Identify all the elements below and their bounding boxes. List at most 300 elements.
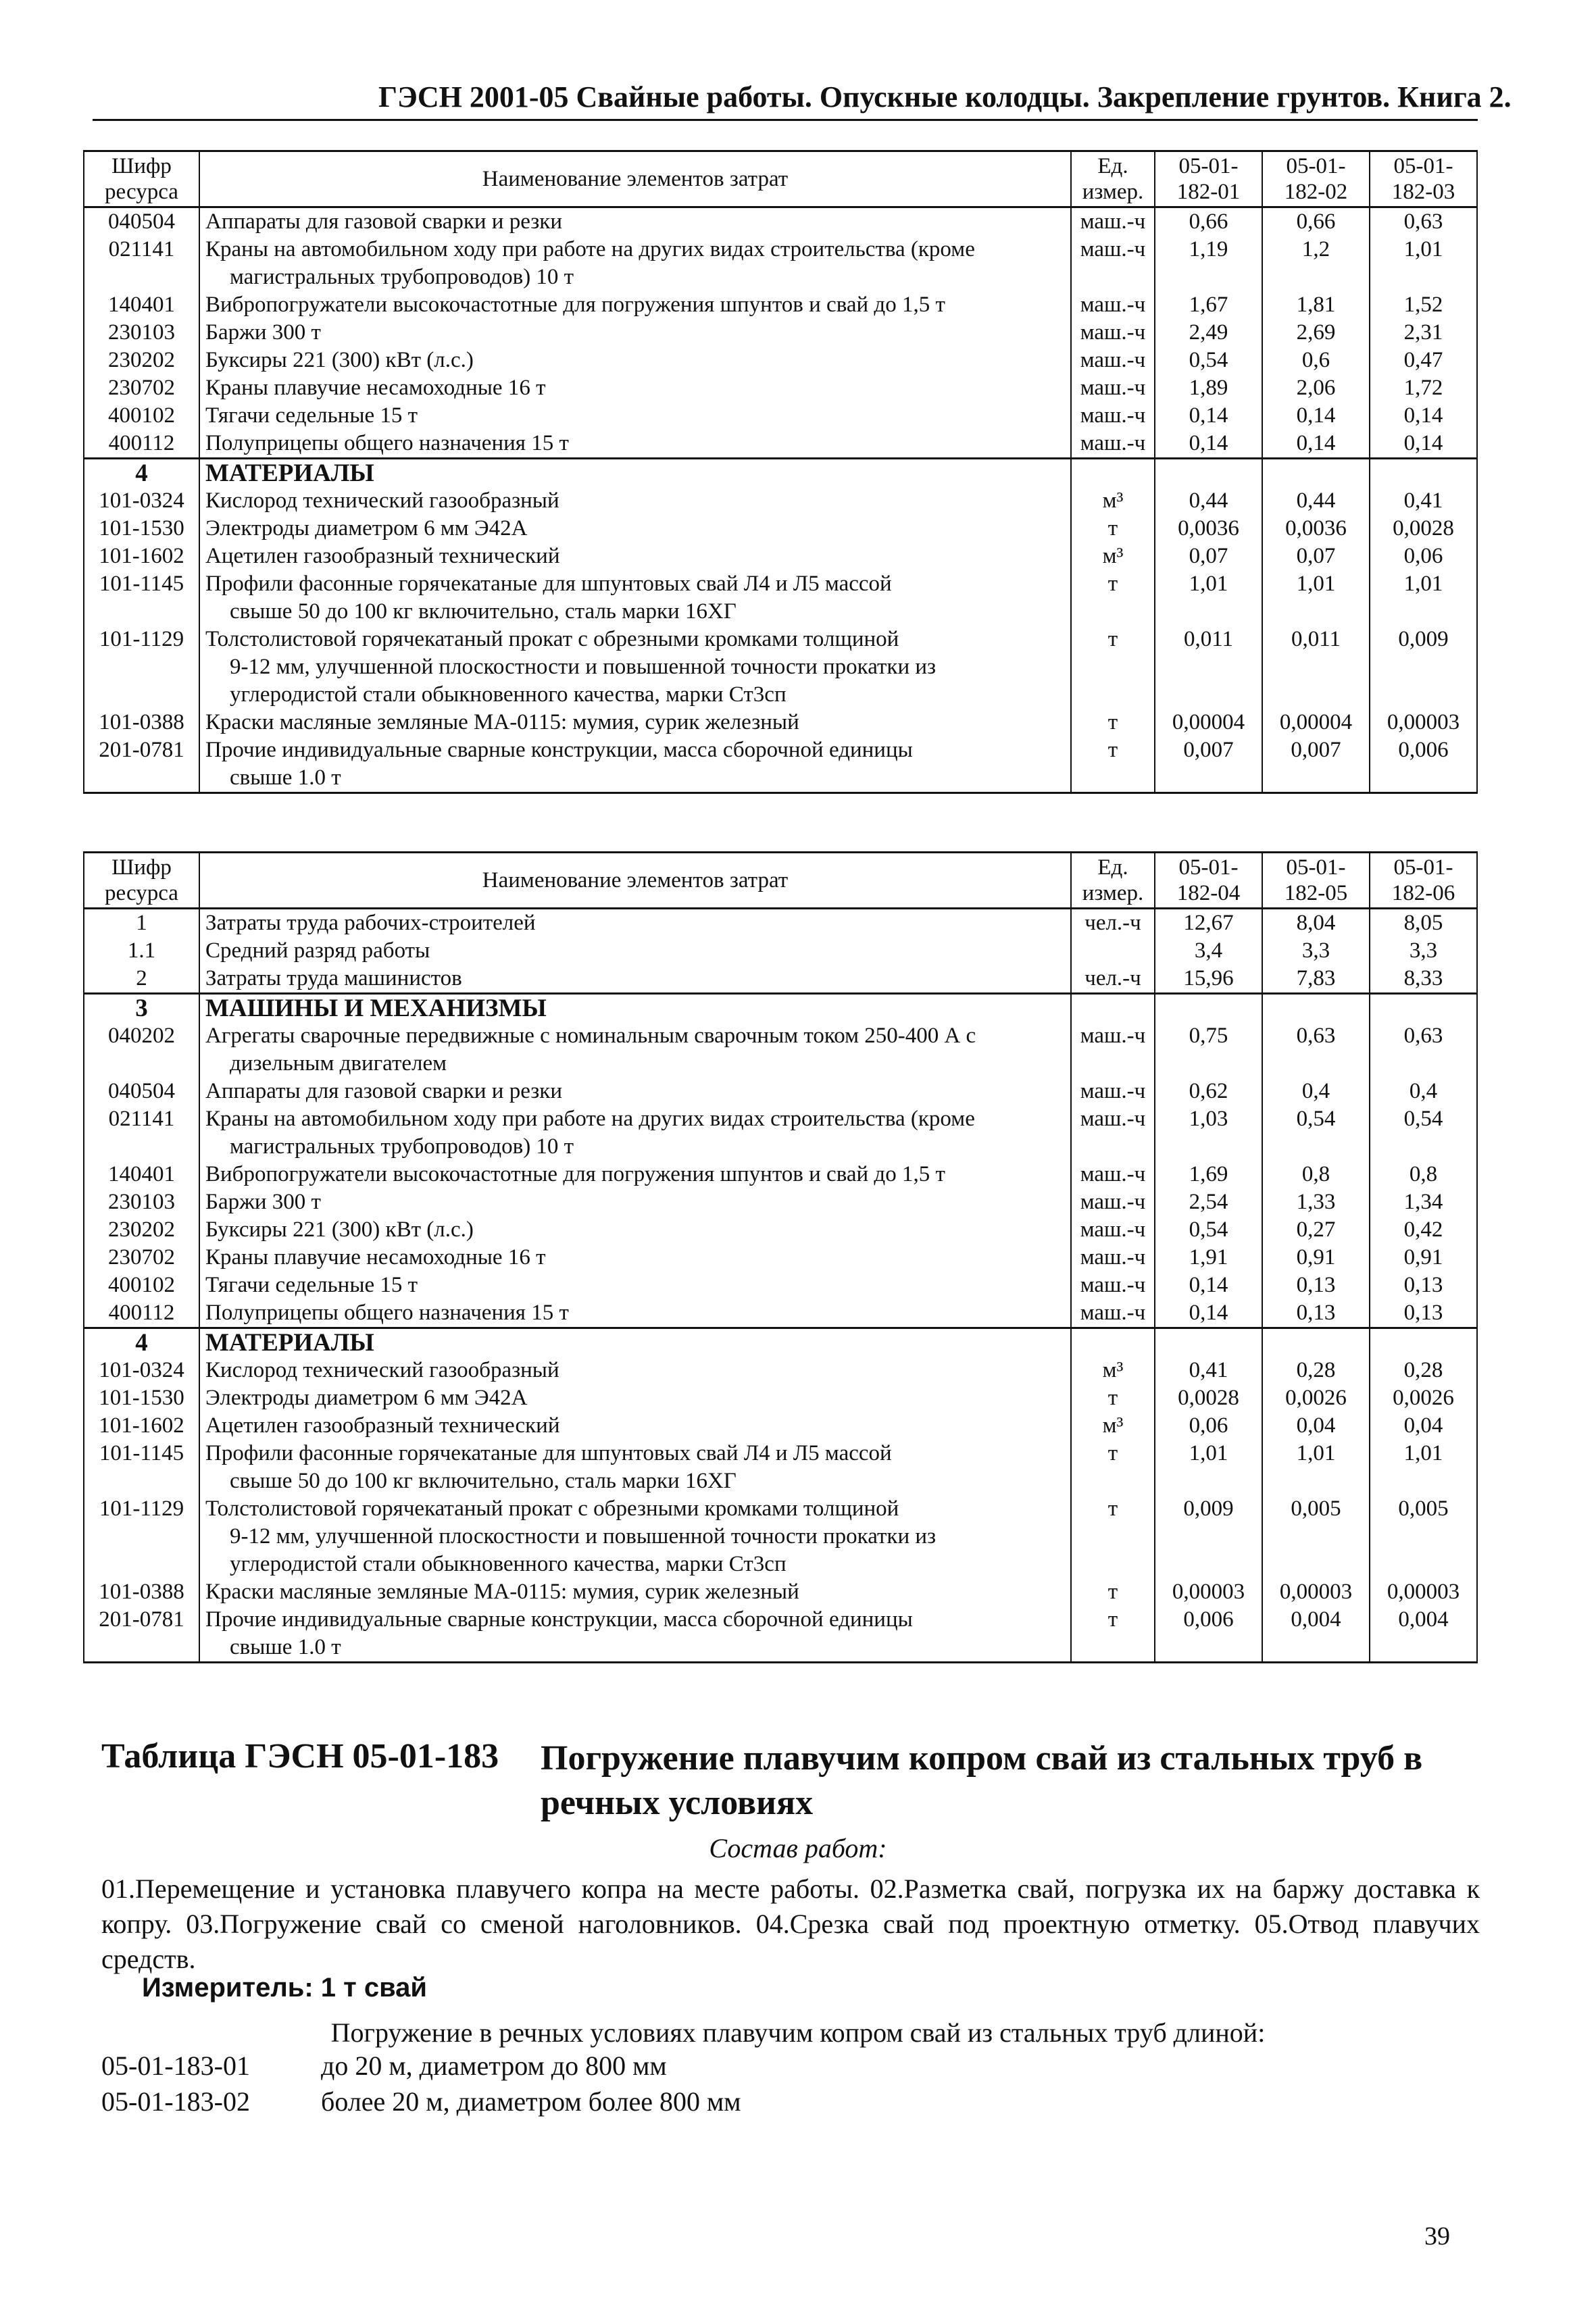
header-rule: [93, 119, 1478, 121]
value-cell-1: 0,0036: [1155, 515, 1262, 543]
value-cell-3: 0,004: [1370, 1606, 1477, 1663]
unit-cell: т: [1071, 736, 1155, 793]
resource-name: [199, 909, 1071, 938]
unit-cell: маш.-ч: [1071, 207, 1155, 236]
resource-name: [199, 1495, 1071, 1578]
resource-name: [199, 1606, 1071, 1663]
value-cell-1: 0,14: [1155, 402, 1262, 430]
header-name: Наименование элементов затрат: [199, 853, 1071, 909]
unit-cell: т: [1071, 515, 1155, 543]
resource-name-continuation: свыше 1.0 т: [230, 1635, 341, 1659]
section-title: МАТЕРИАЛЫ: [199, 1328, 1071, 1357]
table-row: [84, 515, 1477, 543]
resource-name-line: Электроды диаметром 6 мм Э42А: [205, 1386, 528, 1410]
table-row: [84, 909, 1477, 938]
table-header-row: [84, 151, 1477, 207]
value-cell-2: 0,44: [1262, 487, 1370, 515]
page-number: 39: [1424, 2222, 1450, 2250]
resource-name: [199, 1244, 1071, 1272]
value-cell-3: 0,4: [1370, 1078, 1477, 1105]
value-cell-3: 0,006: [1370, 736, 1477, 793]
table-row: [84, 1299, 1477, 1328]
table-row: [84, 1078, 1477, 1105]
table-row: [84, 570, 1477, 626]
table-header-row: [84, 853, 1477, 909]
empty-cell: [1370, 459, 1477, 488]
table-row: [84, 319, 1477, 347]
resource-code: 230103: [84, 319, 199, 347]
value-cell-2: 0,00003: [1262, 1578, 1370, 1606]
table-row: [84, 402, 1477, 430]
table-row: [84, 487, 1477, 515]
resource-name: [199, 347, 1071, 374]
value-cell-2: 0,66: [1262, 207, 1370, 236]
resource-name-line: Полуприцепы общего назначения 15 т: [205, 1301, 569, 1325]
empty-cell: [1370, 1328, 1477, 1357]
value-cell-3: 1,52: [1370, 291, 1477, 319]
variant-item: [101, 2050, 667, 2082]
unit-cell: маш.-ч: [1071, 347, 1155, 374]
value-cell-2: 1,01: [1262, 570, 1370, 626]
value-cell-2: 0,54: [1262, 1105, 1370, 1161]
value-cell-2: 0,004: [1262, 1606, 1370, 1663]
resource-name: [199, 1412, 1071, 1440]
header-col-1: 05-01- 182-01: [1155, 151, 1262, 207]
value-cell-1: 0,62: [1155, 1078, 1262, 1105]
resource-name: [199, 1078, 1071, 1105]
measure-unit: Измеритель: 1 т свай: [142, 1973, 427, 2003]
unit-cell: маш.-ч: [1071, 1022, 1155, 1078]
resource-name: [199, 1161, 1071, 1188]
unit-cell: маш.-ч: [1071, 291, 1155, 319]
resource-code: 021141: [84, 1105, 199, 1161]
variant-code: 05-01-183-01: [101, 2051, 250, 2081]
value-cell-3: 1,01: [1370, 236, 1477, 291]
value-cell-2: 0,13: [1262, 1272, 1370, 1299]
unit-cell: т: [1071, 1440, 1155, 1495]
value-cell-1: 1,89: [1155, 374, 1262, 402]
table-row: [84, 1188, 1477, 1216]
resource-name: [199, 487, 1071, 515]
table-row: [84, 1272, 1477, 1299]
value-cell-3: 1,72: [1370, 374, 1477, 402]
resource-name-continuation: углеродистой стали обыкновенного качества, марки Ст3сп: [230, 682, 787, 707]
value-cell-3: 0,28: [1370, 1357, 1477, 1384]
empty-cell: [1262, 459, 1370, 488]
unit-cell: маш.-ч: [1071, 1272, 1155, 1299]
resource-name: [199, 291, 1071, 319]
header-col-3: 05-01- 182-06: [1370, 853, 1477, 909]
table-row: [84, 1244, 1477, 1272]
resource-code: 400102: [84, 1272, 199, 1299]
value-cell-1: 0,14: [1155, 1299, 1262, 1328]
unit-cell: маш.-ч: [1071, 1216, 1155, 1244]
value-cell-1: 0,54: [1155, 347, 1262, 374]
section-row: [84, 459, 1477, 488]
unit-cell: т: [1071, 1578, 1155, 1606]
value-cell-1: 0,06: [1155, 1412, 1262, 1440]
resource-name-line: Буксиры 221 (300) кВт (л.с.): [205, 348, 474, 372]
value-cell-1: 12,67: [1155, 909, 1262, 938]
resource-name-continuation: 9-12 мм, улучшенной плоскостности и повышенной точности прокатки из: [230, 1524, 937, 1549]
resource-code: 101-1602: [84, 1412, 199, 1440]
resource-name-line: Тягачи седельные 15 т: [205, 1273, 418, 1297]
resource-code: 1: [84, 909, 199, 938]
value-cell-2: 1,33: [1262, 1188, 1370, 1216]
resource-code: 230702: [84, 1244, 199, 1272]
value-cell-2: 0,0026: [1262, 1384, 1370, 1412]
header-col-2: 05-01- 182-02: [1262, 151, 1370, 207]
value-cell-1: 1,91: [1155, 1244, 1262, 1272]
value-cell-2: 0,14: [1262, 402, 1370, 430]
value-cell-3: 0,63: [1370, 207, 1477, 236]
resource-name: [199, 319, 1071, 347]
variant-code: 05-01-183-02: [101, 2086, 250, 2117]
empty-cell: [1262, 994, 1370, 1023]
variant-text: до 20 м, диаметром до 800 мм: [321, 2051, 667, 2081]
unit-cell: т: [1071, 626, 1155, 709]
unit-cell: маш.-ч: [1071, 319, 1155, 347]
header-col-2: 05-01- 182-05: [1262, 853, 1370, 909]
value-cell-1: 15,96: [1155, 965, 1262, 994]
value-cell-1: 1,01: [1155, 570, 1262, 626]
value-cell-1: 0,07: [1155, 543, 1262, 570]
resource-code: 101-0388: [84, 709, 199, 736]
unit-cell: т: [1071, 570, 1155, 626]
table-row: [84, 1440, 1477, 1495]
table-row: [84, 1412, 1477, 1440]
resource-name: [199, 570, 1071, 626]
resource-code: 201-0781: [84, 736, 199, 793]
resource-name-line: Краски масляные земляные МА-0115: мумия, сурик железный: [205, 1580, 799, 1604]
value-cell-1: 0,00004: [1155, 709, 1262, 736]
unit-cell: маш.-ч: [1071, 1188, 1155, 1216]
resource-name-line: Кислород технический газообразный: [205, 1358, 559, 1382]
value-cell-2: 0,63: [1262, 1022, 1370, 1078]
value-cell-3: 0,06: [1370, 543, 1477, 570]
table-row: [84, 1161, 1477, 1188]
unit-cell: маш.-ч: [1071, 1105, 1155, 1161]
resource-name-line: Вибропогружатели высокочастотные для погружения шпунтов и свай до 1,5 т: [205, 293, 945, 317]
value-cell-1: 1,01: [1155, 1440, 1262, 1495]
value-cell-3: 0,47: [1370, 347, 1477, 374]
table-title-label: Таблица ГЭСН 05-01-183: [101, 1737, 499, 1776]
resource-name: [199, 626, 1071, 709]
resource-name: [199, 207, 1071, 236]
value-cell-3: 1,34: [1370, 1188, 1477, 1216]
resource-name-line: Краны на автомобильном ходу при работе на других видах строительства (кроме: [205, 1107, 975, 1131]
unit-cell: м³: [1071, 1357, 1155, 1384]
table-row: [84, 736, 1477, 793]
resource-name-line: Электроды диаметром 6 мм Э42А: [205, 516, 528, 540]
value-cell-2: 1,2: [1262, 236, 1370, 291]
resource-code: 040202: [84, 1022, 199, 1078]
resource-code: 101-0324: [84, 487, 199, 515]
resource-code: 230702: [84, 374, 199, 402]
value-cell-1: 0,009: [1155, 1495, 1262, 1578]
value-cell-1: 0,006: [1155, 1606, 1262, 1663]
resource-table-2: [83, 851, 1478, 1663]
resource-name-line: Затраты труда машинистов: [205, 966, 462, 990]
section-code: 4: [84, 459, 199, 488]
variant-text: более 20 м, диаметром более 800 мм: [321, 2086, 741, 2117]
resource-code: 101-1129: [84, 626, 199, 709]
value-cell-1: 1,67: [1155, 291, 1262, 319]
table-row: [84, 207, 1477, 236]
value-cell-2: 0,00004: [1262, 709, 1370, 736]
header-name: Наименование элементов затрат: [199, 151, 1071, 207]
empty-cell: [1155, 459, 1262, 488]
unit-cell: маш.-ч: [1071, 1244, 1155, 1272]
value-cell-1: 3,4: [1155, 937, 1262, 965]
resource-code: 101-1145: [84, 1440, 199, 1495]
empty-cell: [1155, 994, 1262, 1023]
empty-cell: [1155, 1328, 1262, 1357]
resource-code: 101-1530: [84, 1384, 199, 1412]
value-cell-1: 1,69: [1155, 1161, 1262, 1188]
resource-code: 140401: [84, 291, 199, 319]
resource-name-continuation: магистральных трубопроводов) 10 т: [230, 1134, 574, 1159]
resource-name: [199, 1105, 1071, 1161]
unit-cell: т: [1071, 1384, 1155, 1412]
resource-name-line: Профили фасонные горячекатаные для шпунтовых свай Л4 и Л5 массой: [205, 572, 892, 596]
value-cell-1: 2,54: [1155, 1188, 1262, 1216]
resource-name: [199, 1216, 1071, 1244]
header-unit: Ед. измер.: [1071, 853, 1155, 909]
empty-cell: [1071, 459, 1155, 488]
resource-name-line: Профили фасонные горячекатаные для шпунтовых свай Л4 и Л5 массой: [205, 1441, 892, 1465]
resource-name-continuation: углеродистой стали обыкновенного качества, марки Ст3сп: [230, 1552, 787, 1576]
unit-cell: м³: [1071, 1412, 1155, 1440]
value-cell-2: 3,3: [1262, 937, 1370, 965]
value-cell-2: 0,27: [1262, 1216, 1370, 1244]
table-row: [84, 543, 1477, 570]
value-cell-1: 0,14: [1155, 1272, 1262, 1299]
value-cell-2: 0,4: [1262, 1078, 1370, 1105]
table-row: [84, 430, 1477, 459]
resource-code: 400112: [84, 1299, 199, 1328]
resource-name-line: Аппараты для газовой сварки и резки: [205, 209, 562, 234]
resource-code: 040504: [84, 1078, 199, 1105]
value-cell-3: 2,31: [1370, 319, 1477, 347]
unit-cell: маш.-ч: [1071, 430, 1155, 459]
resource-code: 140401: [84, 1161, 199, 1188]
header-code: Шифр ресурса: [84, 853, 199, 909]
resource-name-line: Краны плавучие несамоходные 16 т: [205, 376, 546, 400]
value-cell-1: 0,011: [1155, 626, 1262, 709]
value-cell-2: 0,04: [1262, 1412, 1370, 1440]
unit-cell: т: [1071, 1606, 1155, 1663]
value-cell-3: 0,00003: [1370, 709, 1477, 736]
resource-name-continuation: 9-12 мм, улучшенной плоскостности и повышенной точности прокатки из: [230, 655, 937, 679]
resource-name: [199, 515, 1071, 543]
resource-code: 230202: [84, 347, 199, 374]
resource-name-line: Затраты труда рабочих-строителей: [205, 911, 536, 935]
resource-name: [199, 965, 1071, 994]
resource-name-line: Тягачи седельные 15 т: [205, 403, 418, 428]
value-cell-3: 0,005: [1370, 1495, 1477, 1578]
unit-cell: маш.-ч: [1071, 1299, 1155, 1328]
value-cell-3: 0,41: [1370, 487, 1477, 515]
value-cell-1: 1,19: [1155, 236, 1262, 291]
header-code: Шифр ресурса: [84, 151, 199, 207]
resource-name-line: Аппараты для газовой сварки и резки: [205, 1079, 562, 1103]
value-cell-3: 0,54: [1370, 1105, 1477, 1161]
resource-name-line: Средний разряд работы: [205, 938, 430, 963]
value-cell-2: 0,91: [1262, 1244, 1370, 1272]
table-row: [84, 1022, 1477, 1078]
value-cell-1: 0,41: [1155, 1357, 1262, 1384]
table-row: [84, 1357, 1477, 1384]
unit-cell: чел.-ч: [1071, 965, 1155, 994]
resource-code: 201-0781: [84, 1606, 199, 1663]
value-cell-1: 0,75: [1155, 1022, 1262, 1078]
value-cell-1: 0,00003: [1155, 1578, 1262, 1606]
resource-name-line: Баржи 300 т: [205, 1190, 321, 1214]
resource-name: [199, 543, 1071, 570]
value-cell-2: 0,14: [1262, 430, 1370, 459]
value-cell-2: 0,07: [1262, 543, 1370, 570]
resource-name: [199, 1384, 1071, 1412]
resource-name: [199, 402, 1071, 430]
resource-name: [199, 374, 1071, 402]
value-cell-2: 0,011: [1262, 626, 1370, 709]
table-row: [84, 1606, 1477, 1663]
value-cell-2: 0,28: [1262, 1357, 1370, 1384]
resource-name-continuation: дизельным двигателем: [230, 1051, 447, 1076]
table-row: [84, 1578, 1477, 1606]
resource-code: 021141: [84, 236, 199, 291]
value-cell-3: 0,0028: [1370, 515, 1477, 543]
resource-name-line: Краски масляные земляные МА-0115: мумия, сурик железный: [205, 710, 799, 734]
unit-cell: т: [1071, 709, 1155, 736]
resource-name-line: Прочие индивидуальные сварные конструкции, масса сборочной единицы: [205, 1607, 913, 1632]
value-cell-2: 1,01: [1262, 1440, 1370, 1495]
resource-name-continuation: магистральных трубопроводов) 10 т: [230, 265, 574, 289]
resource-code: 040504: [84, 207, 199, 236]
unit-cell: маш.-ч: [1071, 236, 1155, 291]
unit-cell: м³: [1071, 543, 1155, 570]
value-cell-3: 0,42: [1370, 1216, 1477, 1244]
table-row: [84, 1216, 1477, 1244]
page-header: ГЭСН 2001-05 Свайные работы. Опускные колодцы. Закрепление грунтов. Книга 2.: [378, 80, 1512, 114]
table-row: [84, 626, 1477, 709]
value-cell-2: 0,0036: [1262, 515, 1370, 543]
section-row: [84, 994, 1477, 1023]
value-cell-3: 8,05: [1370, 909, 1477, 938]
resource-code: 101-1602: [84, 543, 199, 570]
table-row: [84, 236, 1477, 291]
unit-cell: маш.-ч: [1071, 1078, 1155, 1105]
value-cell-3: 0,009: [1370, 626, 1477, 709]
unit-cell: маш.-ч: [1071, 1161, 1155, 1188]
value-cell-2: 7,83: [1262, 965, 1370, 994]
value-cell-3: 0,14: [1370, 430, 1477, 459]
resource-name: [199, 1022, 1071, 1078]
resource-name: [199, 430, 1071, 459]
resource-code: 2: [84, 965, 199, 994]
unit-cell: чел.-ч: [1071, 909, 1155, 938]
value-cell-2: 0,007: [1262, 736, 1370, 793]
unit-cell: маш.-ч: [1071, 374, 1155, 402]
unit-cell: маш.-ч: [1071, 402, 1155, 430]
resource-name-line: Баржи 300 т: [205, 320, 321, 345]
empty-cell: [1071, 994, 1155, 1023]
value-cell-3: 0,8: [1370, 1161, 1477, 1188]
unit-cell: м³: [1071, 487, 1155, 515]
resource-name: [199, 236, 1071, 291]
value-cell-2: 0,6: [1262, 347, 1370, 374]
value-cell-2: 2,06: [1262, 374, 1370, 402]
resource-name: [199, 1357, 1071, 1384]
value-cell-1: 2,49: [1155, 319, 1262, 347]
value-cell-2: 0,13: [1262, 1299, 1370, 1328]
header-col-1: 05-01- 182-04: [1155, 853, 1262, 909]
section-code: 3: [84, 994, 199, 1023]
value-cell-3: 0,91: [1370, 1244, 1477, 1272]
value-cell-2: 2,69: [1262, 319, 1370, 347]
resource-code: 1.1: [84, 937, 199, 965]
resource-code: 101-0324: [84, 1357, 199, 1384]
value-cell-2: 0,8: [1262, 1161, 1370, 1188]
value-cell-1: 0,44: [1155, 487, 1262, 515]
resource-code: 101-1145: [84, 570, 199, 626]
resource-name: [199, 1578, 1071, 1606]
resource-name: [199, 1188, 1071, 1216]
resource-name-line: Буксиры 221 (300) кВт (л.с.): [205, 1217, 474, 1242]
table-row: [84, 937, 1477, 965]
value-cell-1: 0,66: [1155, 207, 1262, 236]
resource-code: 101-1129: [84, 1495, 199, 1578]
resource-name-line: Прочие индивидуальные сварные конструкции, масса сборочной единицы: [205, 738, 913, 762]
resource-name-line: Полуприцепы общего назначения 15 т: [205, 431, 569, 455]
resource-code: 101-0388: [84, 1578, 199, 1606]
resource-name: [199, 736, 1071, 793]
resource-name: [199, 1440, 1071, 1495]
resource-code: 400112: [84, 430, 199, 459]
header-unit: Ед. измер.: [1071, 151, 1155, 207]
resource-code: 230202: [84, 1216, 199, 1244]
value-cell-3: 0,14: [1370, 402, 1477, 430]
resource-code: 101-1530: [84, 515, 199, 543]
value-cell-1: 0,14: [1155, 430, 1262, 459]
value-cell-3: 1,01: [1370, 1440, 1477, 1495]
resource-name-continuation: свыше 1.0 т: [230, 765, 341, 790]
value-cell-3: 1,01: [1370, 570, 1477, 626]
resource-name-line: Ацетилен газообразный технический: [205, 544, 560, 568]
value-cell-3: 3,3: [1370, 937, 1477, 965]
resource-name: [199, 937, 1071, 965]
resource-name-line: Агрегаты сварочные передвижные с номинальным сварочным током 250-400 А с: [205, 1024, 976, 1048]
table-row: [84, 965, 1477, 994]
value-cell-1: 0,0028: [1155, 1384, 1262, 1412]
table-row: [84, 291, 1477, 319]
variant-item: [101, 2086, 741, 2117]
value-cell-3: 0,13: [1370, 1299, 1477, 1328]
resource-name: [199, 1299, 1071, 1328]
empty-cell: [1262, 1328, 1370, 1357]
table-row: [84, 347, 1477, 374]
resource-name-line: Ацетилен газообразный технический: [205, 1413, 560, 1438]
work-composition-text: 01.Перемещение и установка плавучего копра на месте работы. 02.Разметка свай, погрузка их на баржу доставка к копру. 03.Погружение свай со сменой наголовников. 04.Срезка свай под проектную отметку. 05.Отвод плавучих средств.: [101, 1873, 1480, 1974]
value-cell-3: 8,33: [1370, 965, 1477, 994]
value-cell-2: 1,81: [1262, 291, 1370, 319]
resource-code: 230103: [84, 1188, 199, 1216]
value-cell-3: 0,63: [1370, 1022, 1477, 1078]
resource-name-continuation: свыше 50 до 100 кг включительно, сталь марки 16ХГ: [230, 599, 737, 624]
value-cell-1: 0,54: [1155, 1216, 1262, 1244]
value-cell-1: 1,03: [1155, 1105, 1262, 1161]
